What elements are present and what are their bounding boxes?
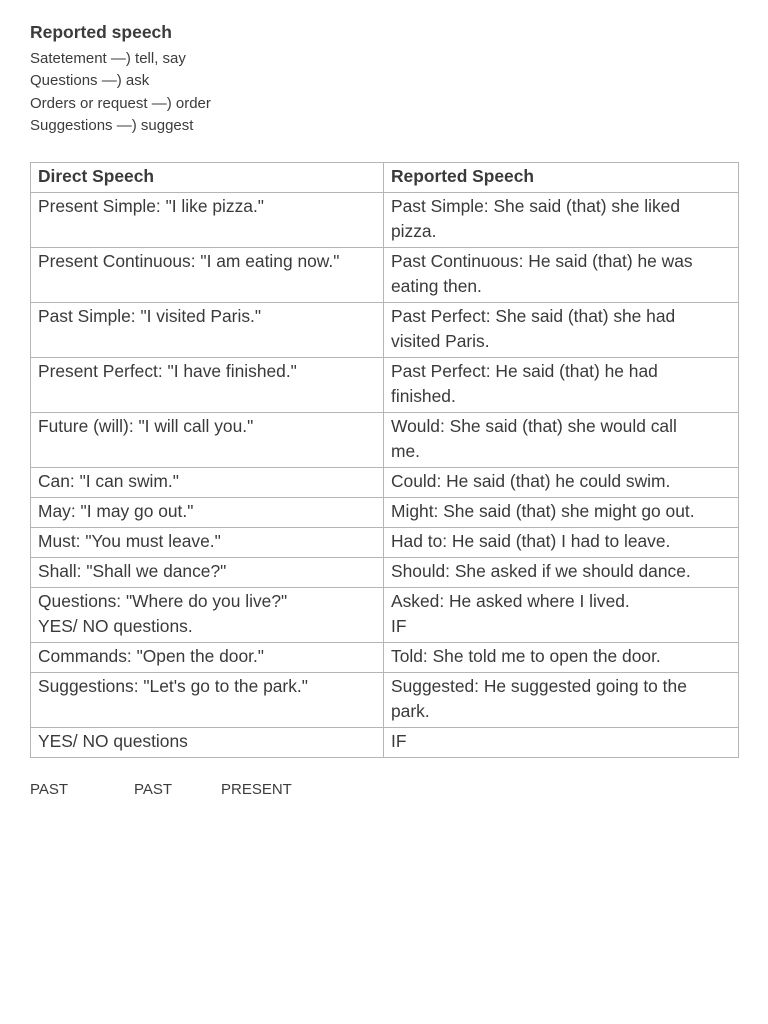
table-row bbox=[31, 728, 739, 758]
cell-line: Past Perfect: He said (that) he had bbox=[391, 361, 658, 382]
direct-speech-cell bbox=[31, 358, 384, 413]
table-row bbox=[31, 673, 739, 728]
direct-speech-cell bbox=[31, 728, 384, 758]
cell-line: Should: She asked if we should dance. bbox=[391, 561, 691, 582]
reported-speech-cell bbox=[384, 643, 739, 673]
cell-line: Past Simple: She said (that) she liked bbox=[391, 196, 681, 217]
cell-line: YES/ NO questions. bbox=[38, 616, 193, 637]
reported-speech-cell bbox=[384, 528, 739, 558]
direct-speech-cell bbox=[31, 643, 384, 673]
table-row bbox=[31, 643, 739, 673]
cell-line: Told: She told me to open the door. bbox=[391, 646, 661, 667]
intro-line-orders: Orders or request —) order bbox=[30, 94, 211, 112]
cell-line: me. bbox=[391, 441, 420, 462]
intro-line-suggestions: Suggestions —) suggest bbox=[30, 116, 194, 134]
cell-line: Future (will): "I will call you." bbox=[38, 416, 254, 437]
intro-list bbox=[30, 48, 738, 137]
cell-line: Must: "You must leave." bbox=[38, 531, 221, 552]
cell-line: Asked: He asked where I lived. bbox=[391, 591, 630, 612]
cell-line: Might: She said (that) she might go out. bbox=[391, 501, 695, 522]
table-row bbox=[31, 303, 739, 358]
table-body bbox=[31, 193, 739, 758]
footer-label-present: PRESENT bbox=[221, 781, 292, 799]
direct-speech-cell bbox=[31, 528, 384, 558]
cell-line: Would: She said (that) she would call bbox=[391, 416, 677, 437]
cell-line: visited Paris. bbox=[391, 331, 490, 352]
cell-line: Can: "I can swim." bbox=[38, 471, 179, 492]
cell-line: Past Perfect: She said (that) she had bbox=[391, 306, 676, 327]
direct-speech-cell bbox=[31, 248, 384, 303]
cell-line: Present Continuous: "I am eating now." bbox=[38, 251, 340, 272]
reported-speech-cell bbox=[384, 193, 739, 248]
direct-speech-cell bbox=[31, 588, 384, 643]
table-row bbox=[31, 468, 739, 498]
reported-speech-cell bbox=[384, 728, 739, 758]
reported-speech-cell bbox=[384, 673, 739, 728]
cell-line: pizza. bbox=[391, 221, 437, 242]
direct-speech-cell bbox=[31, 303, 384, 358]
cell-line: Present Perfect: "I have finished." bbox=[38, 361, 297, 382]
reported-speech-cell bbox=[384, 358, 739, 413]
footer-labels bbox=[30, 780, 738, 802]
cell-line: YES/ NO questions bbox=[38, 731, 188, 752]
cell-line: Present Simple: "I like pizza." bbox=[38, 196, 264, 217]
table-row bbox=[31, 358, 739, 413]
cell-line: IF bbox=[391, 731, 407, 752]
direct-speech-cell bbox=[31, 413, 384, 468]
direct-speech-cell bbox=[31, 498, 384, 528]
table-header-row bbox=[31, 163, 739, 193]
cell-line: Past Continuous: He said (that) he was bbox=[391, 251, 693, 272]
reported-speech-cell bbox=[384, 498, 739, 528]
cell-line: park. bbox=[391, 701, 430, 722]
footer-label-past-2: PAST bbox=[134, 781, 173, 799]
intro-line-questions: Questions —) ask bbox=[30, 72, 150, 90]
reported-speech-cell bbox=[384, 588, 739, 643]
cell-line: Past Simple: "I visited Paris." bbox=[38, 306, 262, 327]
cell-line: Suggestions: "Let's go to the park." bbox=[38, 676, 308, 697]
direct-speech-cell bbox=[31, 558, 384, 588]
header-reported-speech: Reported Speech bbox=[384, 163, 739, 193]
direct-speech-cell bbox=[31, 673, 384, 728]
cell-line: Questions: "Where do you live?" bbox=[38, 591, 288, 612]
reported-speech-cell bbox=[384, 468, 739, 498]
cell-line: Shall: "Shall we dance?" bbox=[38, 561, 227, 582]
cell-line: IF bbox=[391, 616, 407, 637]
intro-line-statement: Satetement —) tell, say bbox=[30, 50, 186, 67]
table-row bbox=[31, 413, 739, 468]
table-row bbox=[31, 558, 739, 588]
cell-line: Had to: He said (that) I had to leave. bbox=[391, 531, 671, 552]
document-page bbox=[30, 20, 738, 802]
document-title: Reported speech bbox=[30, 22, 172, 42]
table-row bbox=[31, 248, 739, 303]
cell-line: Could: He said (that) he could swim. bbox=[391, 471, 671, 492]
cell-line: May: "I may go out." bbox=[38, 501, 194, 522]
reported-speech-cell bbox=[384, 248, 739, 303]
reported-speech-cell bbox=[384, 413, 739, 468]
reported-speech-cell bbox=[384, 303, 739, 358]
table-row bbox=[31, 588, 739, 643]
cell-line: Suggested: He suggested going to the bbox=[391, 676, 687, 697]
cell-line: Commands: "Open the door." bbox=[38, 646, 264, 667]
footer-label-past-1: PAST bbox=[30, 781, 69, 799]
cell-line: finished. bbox=[391, 386, 456, 407]
direct-speech-cell bbox=[31, 193, 384, 248]
table-row bbox=[31, 498, 739, 528]
reported-speech-table bbox=[30, 162, 739, 758]
table-row bbox=[31, 193, 739, 248]
header-direct-speech: Direct Speech bbox=[31, 163, 384, 193]
direct-speech-cell bbox=[31, 468, 384, 498]
cell-line: eating then. bbox=[391, 276, 482, 297]
reported-speech-cell bbox=[384, 558, 739, 588]
table-row bbox=[31, 528, 739, 558]
